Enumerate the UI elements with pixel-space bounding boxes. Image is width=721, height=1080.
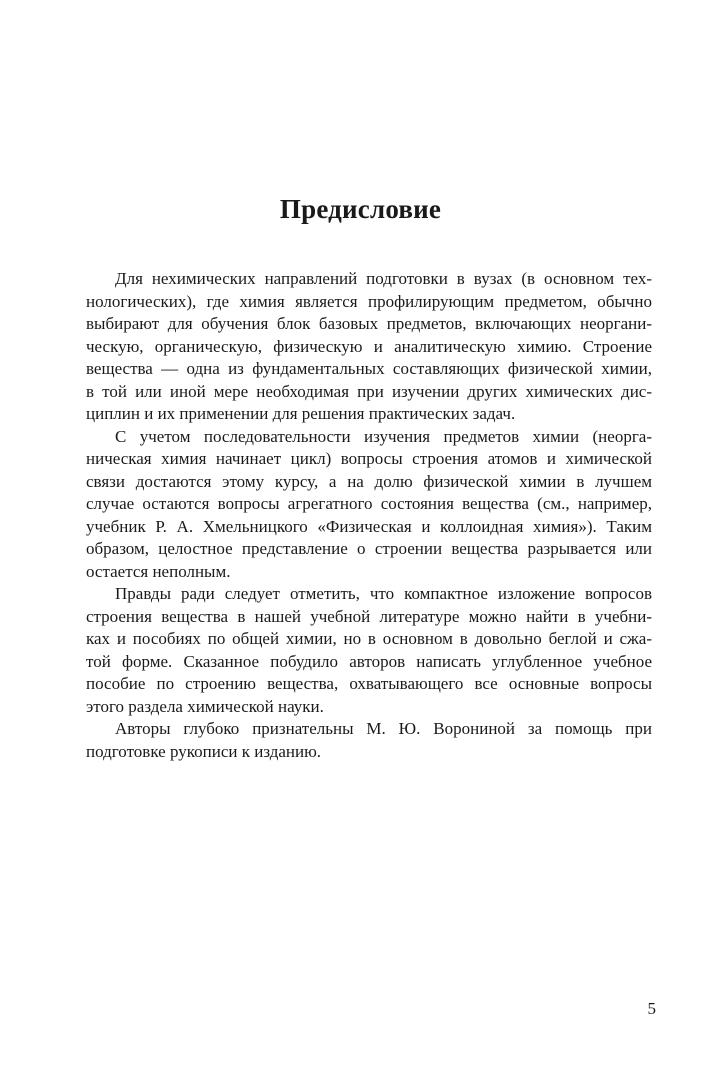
text-line: ках и пособиях по общей химии, но в основном в довольно беглой и сжа- (86, 629, 652, 648)
text-line: Правды ради следует отметить, что компактное изложение вопросов (115, 584, 652, 603)
text-line: этого раздела химической науки. (86, 696, 324, 716)
text-line: остается неполным. (86, 561, 231, 581)
text-line: пособие по строению вещества, охватывающего все основные вопросы (86, 674, 652, 693)
paragraph-2 (86, 426, 652, 584)
text-line: строения вещества в нашей учебной литературе можно найти в учебни- (86, 606, 652, 626)
paragraph-1 (86, 268, 652, 426)
text-line: в той или иной мере необходимая при изучении других химических дис- (86, 381, 652, 401)
page-number: 5 (647, 999, 656, 1018)
text-line: выбирают для обучения блок базовых предметов, включающих неоргани- (86, 314, 652, 333)
text-line: нологических), где химия является профилирующим предметом, обычно (86, 291, 652, 311)
body-text (86, 268, 652, 763)
text-line: ческую, органическую, физическую и аналитическую химию. Строение (86, 336, 652, 356)
text-line: вещества — одна из фундаментальных составляющих физической химии, (86, 359, 652, 378)
text-line: циплин и их применении для решения практических задач. (86, 404, 516, 423)
text-line: случае остаются вопросы агрегатного состояния вещества (см., например, (86, 494, 652, 513)
text-line: связи достаются этому курсу, а на долю физической химии в лучшем (86, 471, 652, 491)
text-line: С учетом последовательности изучения предметов химии (неорга- (115, 426, 652, 446)
paragraph-3 (86, 583, 652, 718)
text-line: Авторы глубоко признательны М. Ю. Ворониной за помощь при (115, 719, 652, 738)
paragraph-4 (86, 718, 652, 763)
text-line: учебник Р. А. Хмельницкого «Физическая и коллоидная химия»). Таким (86, 516, 652, 536)
page-title: Предисловие (279, 194, 442, 224)
text-line: подготовке рукописи к изданию. (86, 741, 322, 761)
text-line: той форме. Сказанное побудило авторов написать углубленное учебное (86, 651, 652, 671)
text-line: Для нехимических направлений подготовки в вузах (в основном тех- (115, 269, 652, 288)
text-line: ническая химия начинает цикл) вопросы строения атомов и химической (86, 449, 652, 468)
text-line: образом, целостное представление о строении вещества разрывается или (86, 539, 652, 558)
